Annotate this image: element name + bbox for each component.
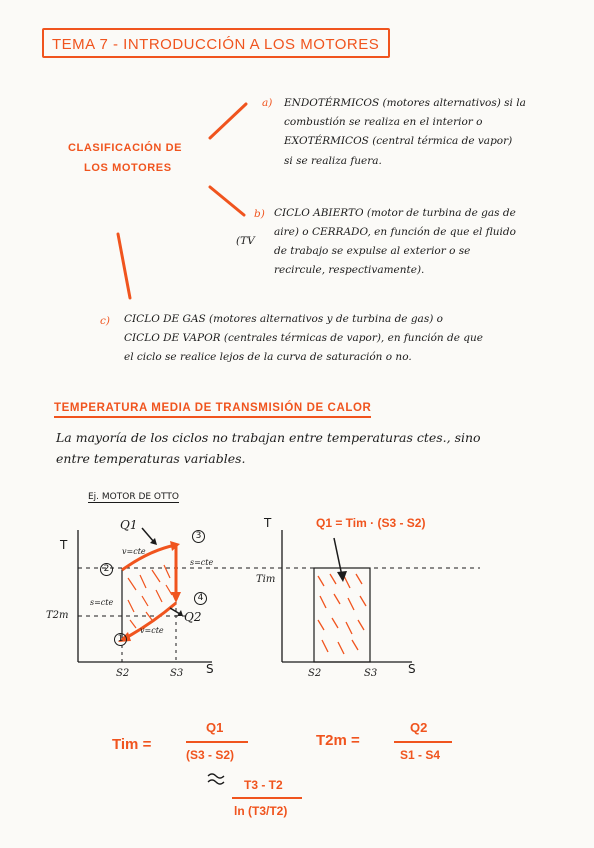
item-c-letter: c) (100, 315, 110, 327)
item-b-line2: aire) o CERRADO, en función de que el fluido (274, 226, 516, 238)
tim-formula-numerator: Q1 (206, 720, 224, 735)
point-2: 2 (100, 563, 113, 576)
left-vcte-top: v=cte (122, 547, 146, 556)
left-s3-label: S3 (170, 668, 184, 679)
right-axis-s-label: S (408, 662, 416, 676)
item-b-line4: recircule, respectivamente). (274, 264, 425, 276)
t2m-formula-denominator: S1 - S4 (400, 748, 441, 762)
q1-arrow (142, 528, 154, 542)
item-a-line1: ENDOTÉRMICOS (motores alternativos) si la (284, 97, 526, 109)
tim-formula-denominator: (S3 - S2) (186, 748, 235, 762)
branch-line-a (210, 104, 246, 138)
left-t2m-label: T2m (46, 610, 69, 621)
diagram-caption: Ej. MOTOR DE OTTO (88, 492, 179, 502)
right-s3-label: S3 (364, 668, 378, 679)
point-3: 3 (192, 530, 205, 543)
left-vcte-bottom: v=cte (140, 626, 164, 635)
q2-arrow (170, 608, 180, 614)
item-c-line1: CICLO DE GAS (motores alternativos y de turbina de gas) o (124, 313, 443, 325)
right-tim-label: Tim (256, 574, 276, 585)
branch-line-c (118, 234, 130, 298)
t2m-formula-label: T2m = (316, 732, 360, 749)
item-b-line1: CICLO ABIERTO (motor de turbina de gas de (274, 207, 516, 219)
right-q1-formula: Q1 = Tim · (S3 - S2) (316, 516, 426, 530)
point-4: 4 (194, 592, 207, 605)
point-1: 1 (114, 633, 127, 646)
right-axis-t-label: T (264, 516, 272, 530)
left-hatch (128, 565, 172, 628)
item-a-line4: si se realiza fuera. (284, 155, 382, 167)
right-ts-diagram (282, 530, 412, 662)
left-scte-right: s=cte (190, 558, 214, 567)
clasificacion-label-1: CLASIFICACIÓN DE (68, 142, 183, 154)
clasificacion-label-2: LOS MOTORES (84, 162, 172, 174)
temperatura-heading: TEMPERATURA MEDIA DE TRANSMISIÓN DE CALOR (54, 402, 371, 418)
t2m-formula-numerator: Q2 (410, 720, 428, 735)
tim-formula-label: Tim = (112, 736, 152, 753)
item-a-line3: EXOTÉRMICOS (central térmica de vapor) (284, 135, 513, 147)
temperatura-line2: entre temperaturas variables. (56, 451, 246, 466)
item-c-line2: CICLO DE VAPOR (centrales térmicas de vapor), en función de que (124, 332, 483, 344)
item-c-line3: el ciclo se realice lejos de la curva de saturación o no. (124, 351, 412, 363)
left-scte-left: s=cte (90, 598, 114, 607)
left-axis-t-label: T (60, 538, 68, 552)
left-s2-label: S2 (116, 668, 130, 679)
item-b-line3: de trabajo se expulse al exterior o se (274, 245, 471, 257)
item-a-letter: a) (262, 97, 273, 109)
ln-formula-numerator: T3 - T2 (244, 778, 283, 792)
item-b-letter: b) (254, 208, 265, 220)
approx-sign (208, 774, 224, 784)
right-s2-label: S2 (308, 668, 322, 679)
page-title: TEMA 7 - INTRODUCCIÓN A LOS MOTORES (42, 28, 390, 58)
right-hatch (318, 574, 366, 654)
temperatura-line1: La mayoría de los ciclos no trabajan entre temperaturas ctes., sino (56, 430, 481, 445)
left-q2-label: Q2 (184, 610, 202, 624)
left-axis-s-label: S (206, 662, 214, 676)
left-q1-label: Q1 (120, 518, 138, 532)
item-a-line2: combustión se realiza en el interior o (284, 116, 483, 128)
item-b-tv: (TV (236, 235, 255, 247)
right-q1-arrow (334, 538, 342, 576)
branch-line-b (210, 187, 244, 215)
ln-formula-denominator: ln (T3/T2) (234, 804, 288, 818)
